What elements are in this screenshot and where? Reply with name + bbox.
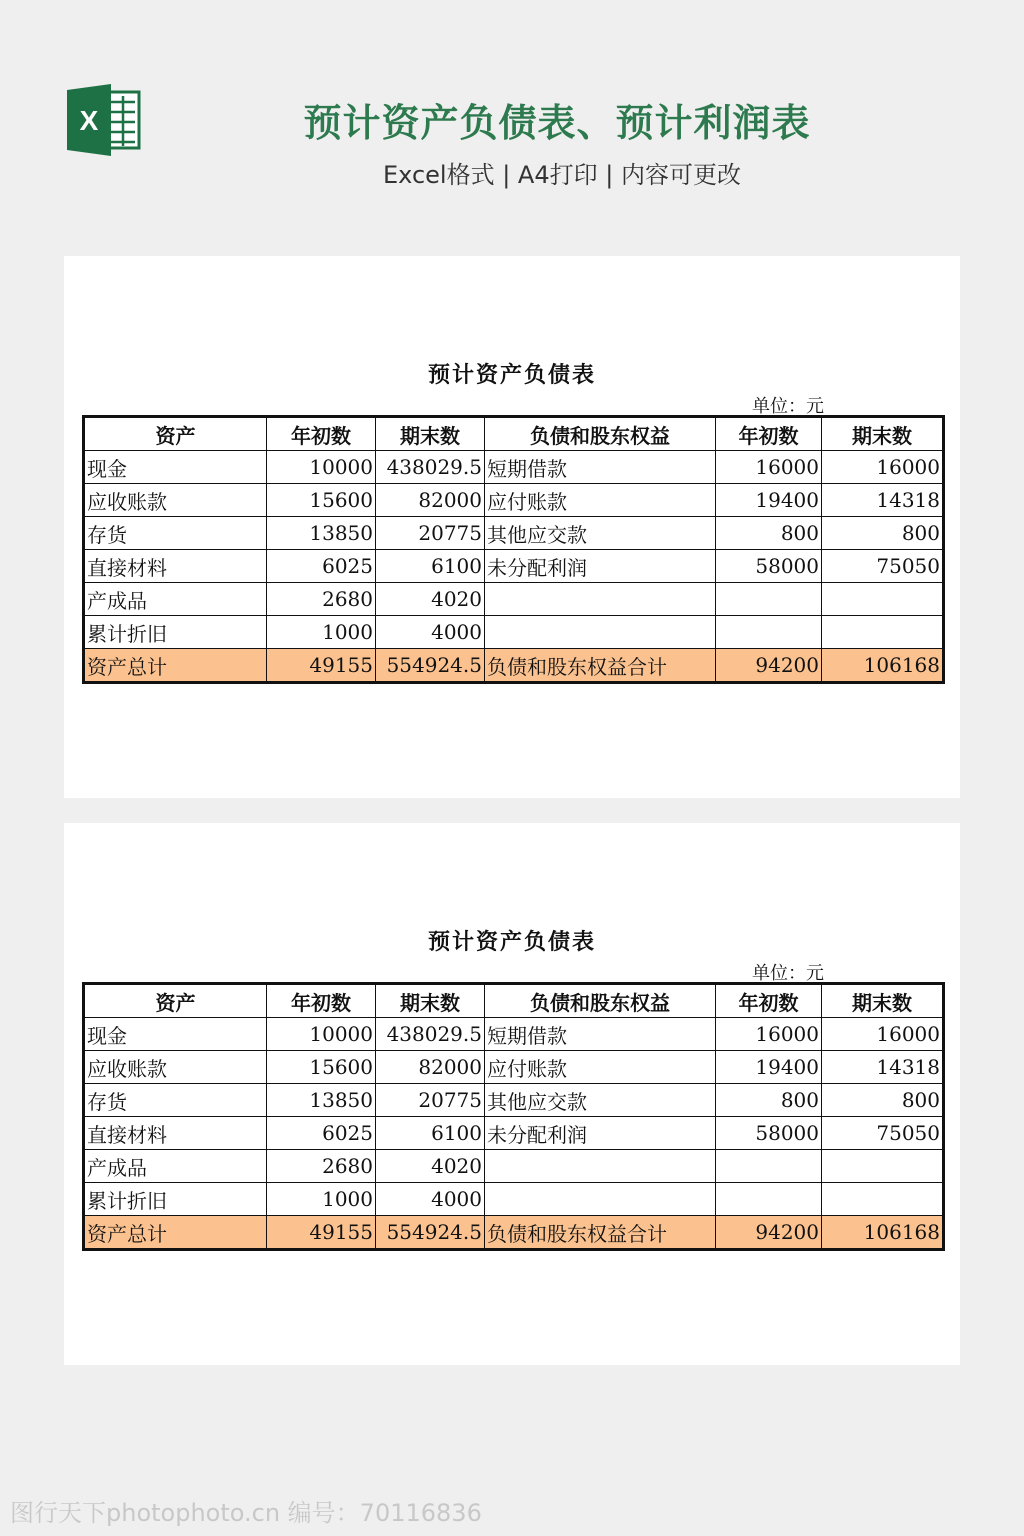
table-cell: 2680 [267,583,376,616]
table-cell: 94200 [716,649,822,683]
table-header-row [84,417,944,451]
table-cell: 6025 [267,550,376,583]
table-cell [485,616,716,649]
table-cell [822,1150,944,1183]
table-row [84,517,944,550]
table-cell: 13850 [267,517,376,550]
table-cell: 10000 [267,1018,376,1051]
balance-sheet-table [82,982,945,1251]
table-cell: 资产总计 [84,649,267,683]
table-cell: 产成品 [84,583,267,616]
table-cell: 16000 [822,451,944,484]
table-cell: 1000 [267,1183,376,1216]
table-cell: 4000 [376,616,485,649]
table-row [84,1084,944,1117]
table-cell: 存货 [84,1084,267,1117]
sheet-title: 预计资产负债表 [427,362,596,388]
table-cell [485,1150,716,1183]
column-header: 年初数 [716,984,822,1018]
table-row [84,484,944,517]
table-cell: 产成品 [84,1150,267,1183]
table-cell: 75050 [822,1117,944,1150]
table-cell: 4020 [376,1150,485,1183]
table-row [84,583,944,616]
table-cell: 负债和股东权益合计 [485,649,716,683]
table-cell: 19400 [716,1051,822,1084]
column-header: 期末数 [376,417,485,451]
table-cell [822,1183,944,1216]
column-header: 期末数 [822,417,944,451]
table-cell: 短期借款 [485,451,716,484]
table-cell: 应付账款 [485,484,716,517]
table-cell: 现金 [84,1018,267,1051]
table-cell: 6100 [376,1117,485,1150]
column-header: 期末数 [822,984,944,1018]
column-header: 年初数 [267,417,376,451]
table-cell: 800 [716,517,822,550]
table-cell: 2680 [267,1150,376,1183]
sheet-card-1 [64,256,960,798]
table-cell: 直接材料 [84,550,267,583]
table-cell: 438029.5 [376,451,485,484]
table-cell: 49155 [267,1216,376,1250]
table-cell [716,1150,822,1183]
table-cell: 554924.5 [376,649,485,683]
table-row [84,1117,944,1150]
table-cell: 资产总计 [84,1216,267,1250]
excel-logo-letter: X [79,105,99,136]
column-header: 期末数 [376,984,485,1018]
table-cell: 94200 [716,1216,822,1250]
table-cell [485,1183,716,1216]
table-cell: 49155 [267,649,376,683]
table-row [84,616,944,649]
total-row [84,1216,944,1250]
table-cell: 直接材料 [84,1117,267,1150]
column-header: 年初数 [716,417,822,451]
table-cell: 未分配利润 [485,1117,716,1150]
table-row [84,1150,944,1183]
column-header: 负债和股东权益 [485,984,716,1018]
table-cell: 82000 [376,484,485,517]
table-cell [716,616,822,649]
table-cell: 13850 [267,1084,376,1117]
table-cell: 6025 [267,1117,376,1150]
table-cell: 其他应交款 [485,1084,716,1117]
table-cell: 10000 [267,451,376,484]
table-cell: 15600 [267,1051,376,1084]
sheet-title: 预计资产负债表 [427,929,596,955]
table-cell: 其他应交款 [485,517,716,550]
table-cell: 438029.5 [376,1018,485,1051]
table-cell: 未分配利润 [485,550,716,583]
table-cell [822,583,944,616]
table-cell: 554924.5 [376,1216,485,1250]
table-cell: 800 [822,517,944,550]
table-header-row [84,984,944,1018]
table-cell: 应收账款 [84,1051,267,1084]
table-cell: 应付账款 [485,1051,716,1084]
table-cell: 106168 [822,649,944,683]
table-cell: 106168 [822,1216,944,1250]
unit-label: 单位：元 [752,396,824,417]
table-cell [716,583,822,616]
table-cell: 应收账款 [84,484,267,517]
table-row [84,451,944,484]
table-cell: 20775 [376,517,485,550]
table-cell: 16000 [822,1018,944,1051]
table-cell: 58000 [716,1117,822,1150]
table-cell: 19400 [716,484,822,517]
sheet-card-2 [64,823,960,1365]
table-cell: 58000 [716,550,822,583]
table-cell: 20775 [376,1084,485,1117]
table-cell: 累计折旧 [84,1183,267,1216]
table-cell: 现金 [84,451,267,484]
column-header: 资产 [84,417,267,451]
table-cell: 14318 [822,1051,944,1084]
table-cell: 短期借款 [485,1018,716,1051]
table-cell: 82000 [376,1051,485,1084]
table-cell: 4000 [376,1183,485,1216]
table-row [84,1018,944,1051]
table-cell: 16000 [716,1018,822,1051]
page-title: 预计资产负债表、预计利润表 [303,101,811,145]
total-row [84,649,944,683]
table-cell [822,616,944,649]
unit-label: 单位：元 [752,963,824,984]
table-row [84,1051,944,1084]
column-header: 负债和股东权益 [485,417,716,451]
table-cell: 6100 [376,550,485,583]
table-cell [716,1183,822,1216]
column-header: 年初数 [267,984,376,1018]
table-cell: 累计折旧 [84,616,267,649]
table-cell: 16000 [716,451,822,484]
table-cell: 存货 [84,517,267,550]
table-cell: 14318 [822,484,944,517]
balance-sheet-table [82,415,945,684]
table-row [84,1183,944,1216]
column-header: 资产 [84,984,267,1018]
table-cell: 4020 [376,583,485,616]
table-cell: 1000 [267,616,376,649]
watermark: 图行天下photophoto.cn 编号：70116836 [10,1499,482,1527]
table-cell: 75050 [822,550,944,583]
table-cell [485,583,716,616]
table-cell: 15600 [267,484,376,517]
page-subtitle: Excel格式 | A4打印 | 内容可更改 [383,161,741,189]
table-cell: 800 [716,1084,822,1117]
table-row [84,550,944,583]
table-cell: 负债和股东权益合计 [485,1216,716,1250]
table-cell: 800 [822,1084,944,1117]
